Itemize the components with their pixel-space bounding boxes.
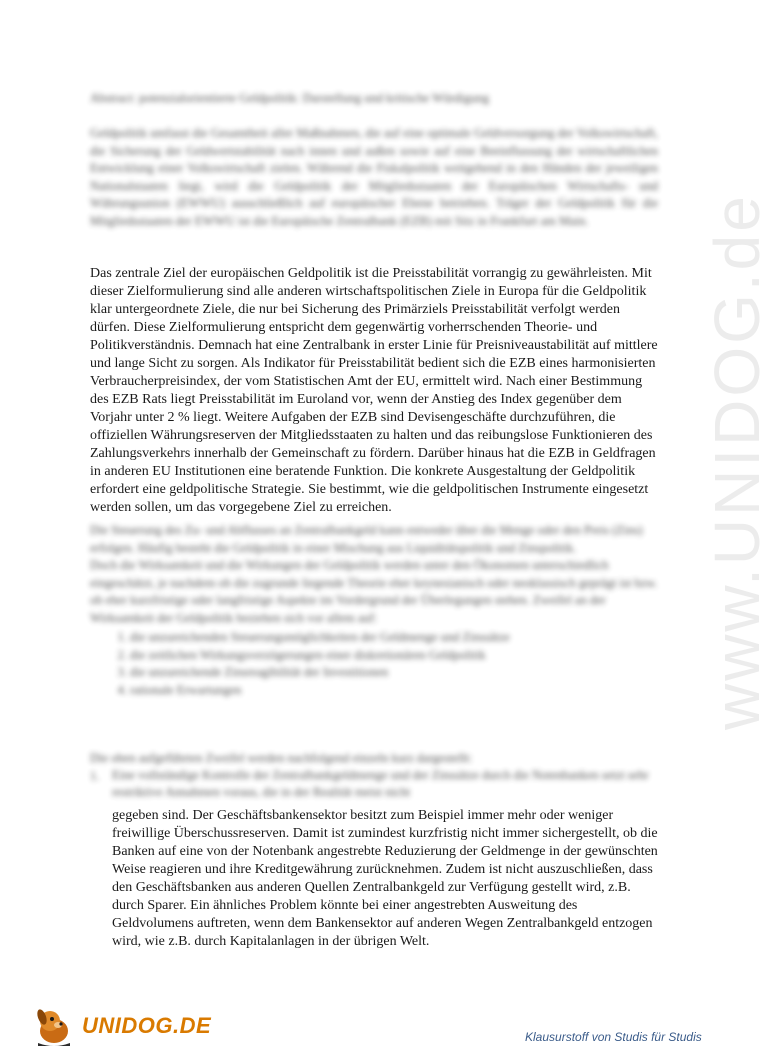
intro-paragraph-blurred: Geldpolitik umfasst die Gesamtheit aller Maßnahmen, die auf eine optimale Geldversorgung der Volkswirtschaft, die Sicherung der Geldwertstabilität nach innen und außen sowie auf eine Beeinflussung der wirtschaftlichen Entwicklung einer Volkswirtschaft zielen. Während die Fiskalpolitik weitgehend in den Händen der jeweiligen Nationalstaaten liegt, wird die Geldpolitik der Mitgliedsstaaten der Europäischen Wirtschafts- und Währungsunion (EWWU) ausschließlich auf europäischer Ebene betrieben. Träger der Geldpolitik für die Mitgliedsstaaten der EWWU ist die Europäische Zentralbank (EZB) mit Sitz in Frankfurt am Main. (90, 126, 658, 228)
list-item: 3. die unzureichende Zinsreagibilität der Investitionen (130, 664, 658, 682)
doubts-list (90, 629, 658, 699)
main-paragraph: Das zentrale Ziel der europäischen Geldpolitik ist die Preisstabilität vorrangig zu gewährleisten. Mit dieser Zielformulierung sind alle anderen wirtschaftspolitischen Ziele in Europa für die Geldpolitik klar untergeordnete Ziele, die nur bei Sicherung des Primärziels Preisstabilität verfolgt werden dürfen. Diese Zielformulierung entspricht dem gegenwärtig vorherrschenden Theorie- und Politikverständnis. Demnach hat eine Zentralbank in erster Linie für Preisniveaustabilität auf mittlere und lange Sicht zu sorgen. Als Indikator für Preisstabilität bedient sich die EZB eines harmonisierten Verbraucherpreisindex, der vom Statistischen Amt der EU, ermittelt wird. Nach einer Bestimmung des EZB Rats liegt Preisstabilität im Euroland vor, wenn der Anstieg des Index gegenüber dem Vorjahr unter 2 % liegt. Weitere Aufgaben der EZB sind Devisengeschäfte durchzuführen, die offiziellen Währungsreserven der Mitgliedsstaaten zu halten und das reibungslose Funktionieren des Zahlungsverkehrs innerhalb der Gemeinschaft zu fördern. Darüber hinaus hat die EZB in Geldfragen in anderen EU Institutionen eine beratende Funktion. Die konkrete Ausgestaltung der Geldpolitik erfordert eine geldpolitische Strategie. Sie bestimmt, wie die geldpolitischen Instrumente eingesetzt werden sollen, um das vorgegebene Ziel zu erreichen. (90, 266, 658, 515)
blurred-paragraph-2: Die Steuerung des Zu- und Abflusses an Zentralbankgeld kann entweder über die Menge oder den Preis (Zins) erfolgen. Häufig besteht die Geldpolitik in einer Mischung aus Liquiditätspolitik und Zinspolitik. (90, 523, 643, 555)
item-number: 1. (90, 769, 100, 783)
unidog-logo[interactable] (30, 1005, 212, 1047)
list-item: 2. die zeitlichen Wirkungsverzögerungen einer diskretionären Geldpolitik (130, 647, 658, 665)
item1-text: gegeben sind. Der Geschäftsbankensektor besitzt zum Beispiel immer mehr oder weniger freiwillige Überschussreserven. Damit ist zumindest kurzfristig nicht immer sichergestellt, ob die Banken auf eine von der Notenbank angestrebte Reduzierung der Geldmenge in der gewünschten Weise reagieren und ihre Kreditgewährung zurücknehmen. Zudem ist nicht auszuschließen, dass den Geschäftsbanken aus anderen Quellen Zentralbankgeld zur Verfügung gestellt wird, z.B. durch Sparer. Ein ähnliches Problem könnte bei einer angestrebten Ausweitung des Geldvolumens auftreten, wenn dem Bankensektor auf anderen Wegen Zentralbankgeld entzogen wird, wie z.B. durch Kapitalanlagen in der übrigen Welt. (112, 808, 658, 949)
item1-blurred-lines: Eine vollständige Kontrolle der Zentralbankgeldmenge und der Zinssätze durch die Notenbanken setzt sehr restriktive Annahmen voraus, die in der Realität meist nicht (112, 768, 649, 799)
document-title: Abstract: potenzialorientierte Geldpolitik: Darstellung und kritische Würdigung (90, 91, 489, 105)
watermark-text: www.UNIDOG.de (701, 193, 773, 730)
logo-text: UNIDOG.DE (82, 1013, 212, 1038)
dog-mascot-icon (30, 1005, 78, 1047)
list-item: 4. rationale Erwartungen (130, 682, 658, 700)
blurred-heading-2: Die oben aufgeführten Zweifel werden nachfolgend einzeln kurz dargestellt: (90, 751, 473, 765)
footer-slogan: Klausurstoff von Studis für Studis (525, 1030, 702, 1044)
list-item: 1. die unzureichenden Steuerungsmöglichkeiten der Geldmenge und Zinssätze (130, 629, 658, 647)
blurred-paragraph-3: Doch die Wirksamkeit und die Wirkungen der Geldpolitik werden unter den Ökonomen unterschiedlich eingeschätzt, je nachdem ob die zugrunde liegende Theorie eher keynesianisch oder neoklassisch geprägt ist bzw. ob eher kurzfristige oder langfristige Aspekte im Vordergrund der Überlegungen stehen. Zweifel an der Wirksamkeit der Geldpolitik beziehen sich vor allem auf: (90, 558, 658, 625)
blurred-section (90, 522, 658, 699)
